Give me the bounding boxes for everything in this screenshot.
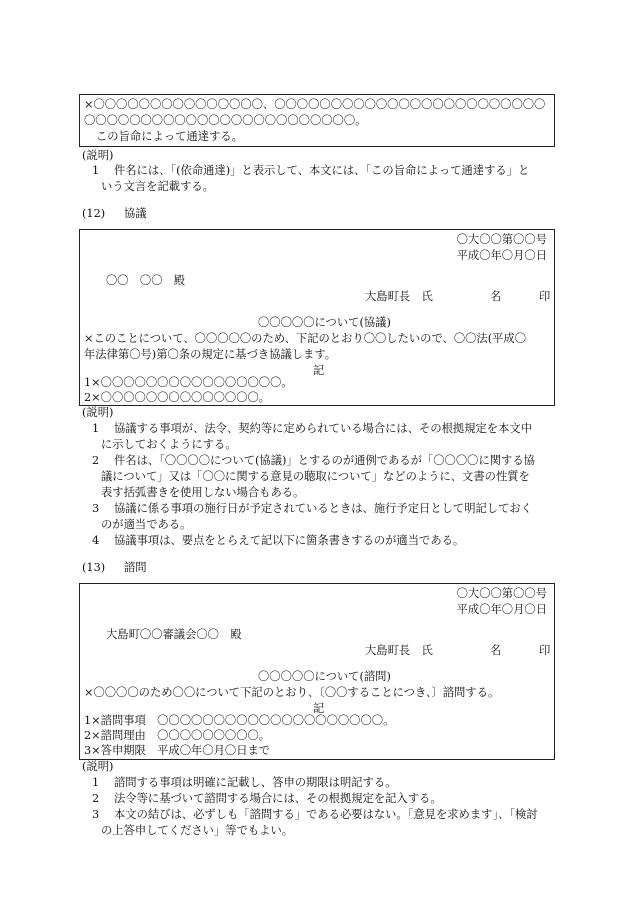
- subject: 〇〇〇〇〇について(協議): [258, 316, 391, 329]
- note-number: 4: [92, 534, 100, 547]
- seal: 印: [539, 644, 551, 657]
- note-text: 協議する事項が、法令、契約等に定められている場合には、その根拠規定を本文中: [114, 422, 532, 435]
- document-number: 〇大〇〇第〇〇号: [456, 233, 547, 246]
- ki-marker: 記: [313, 702, 325, 715]
- section-number: (13): [82, 561, 106, 574]
- notice-line-1: ×〇〇〇〇〇〇〇〇〇〇〇〇〇〇〇、〇〇〇〇〇〇〇〇〇〇〇〇〇〇〇〇〇〇〇〇〇〇〇〇: [84, 98, 546, 111]
- sender: 大島町長 氏: [365, 290, 433, 303]
- seal: 印: [539, 290, 551, 303]
- ki-marker: 記: [313, 364, 325, 377]
- consultation-letter-box: [79, 229, 555, 406]
- note-text: 件名には、「(依命通達)」と表示して、本文には、「この旨命によって通達する」と: [114, 164, 530, 177]
- note-text: 諮問する事項は明確に記載し、答申の期限は明記する。: [114, 776, 397, 789]
- body-line: 年法律第〇号)第〇条の規定に基づき協議します。: [84, 348, 337, 361]
- note-text: 協議に係る事項の施行日が予定されているときは、施行予定日として明記しておく: [114, 502, 532, 515]
- document-date: 平成〇年〇月〇日: [456, 603, 547, 616]
- addressee: 〇〇 〇〇 殿: [106, 274, 186, 287]
- note-text: 本文の結びは、必ずしも「諮問する」である必要はない。「意見を求めます」、「検討: [114, 808, 538, 821]
- section-number: (12): [82, 207, 106, 220]
- list-item: 3×答申期限 平成〇年〇月〇日まで: [84, 744, 271, 757]
- note-number: 3: [92, 808, 100, 821]
- sender-name: 名: [490, 290, 502, 303]
- note-text: 議について」又は「〇〇に関する意見の聴取について」などのように、文書の性質を: [101, 470, 530, 483]
- note-number: 3: [92, 502, 100, 515]
- document-date: 平成〇年〇月〇日: [456, 249, 547, 262]
- document-number: 〇大〇〇第〇〇号: [456, 587, 547, 600]
- note-text: 表す括弧書きを使用しない場合もある。: [101, 486, 305, 499]
- note-text: いう文言を記載する。: [101, 180, 214, 193]
- note-number: 1: [92, 164, 100, 177]
- body-line: ×このことについて、〇〇〇〇〇のため、下記のとおり〇〇したいので、〇〇法(平成〇: [84, 332, 527, 345]
- list-item: 2×〇〇〇〇〇〇〇〇〇〇〇〇〇〇。: [84, 391, 271, 404]
- note-number: 2: [92, 792, 100, 805]
- inquiry-letter-box: [79, 583, 555, 760]
- note-text: に示しておくようにする。: [101, 438, 237, 451]
- section-title: 諮問: [124, 561, 147, 574]
- section-title: 協議: [124, 207, 147, 220]
- note-text: の上答申してください」等でもよい。: [101, 824, 294, 837]
- note-text: のが適当である。: [101, 518, 192, 531]
- note-number: 2: [92, 454, 100, 467]
- notice-box: [79, 94, 555, 147]
- list-item: 2×諮問理由 〇〇〇〇〇〇〇〇〇。: [84, 729, 271, 742]
- sender-name: 名: [490, 644, 502, 657]
- note-text: 件名は、「〇〇〇〇について(協議)」とするのが通例であるが「〇〇〇〇に関する協: [114, 454, 535, 467]
- sender: 大島町長 氏: [365, 644, 433, 657]
- explanation-label: (説明): [82, 760, 114, 773]
- note-number: 1: [92, 776, 100, 789]
- note-number: 1: [92, 422, 100, 435]
- subject: 〇〇〇〇〇について(諮問): [258, 670, 391, 683]
- list-item: 1×〇〇〇〇〇〇〇〇〇〇〇〇〇〇〇〇。: [84, 376, 293, 389]
- body-line: ×〇〇〇〇のため〇〇について下記のとおり、〔〇〇することにつき、〕諮問する。: [84, 686, 500, 699]
- notice-line-3: この旨命によって通達する。: [96, 130, 243, 143]
- addressee: 大島町〇〇審議会〇〇 殿: [106, 628, 242, 641]
- note-text: 協議事項は、要点をとらえて記以下に箇条書きするのが適当である。: [114, 534, 465, 547]
- explanation-label: (説明): [82, 406, 114, 419]
- note-text: 法令等に基づいて諮問する場合には、その根拠規定を記入する。: [114, 792, 442, 805]
- explanation-label: (説明): [82, 149, 114, 162]
- list-item: 1×諮問事項 〇〇〇〇〇〇〇〇〇〇〇〇〇〇〇〇〇〇〇〇。: [84, 714, 395, 727]
- notice-line-2: 〇〇〇〇〇〇〇〇〇〇〇〇〇〇〇〇〇〇〇〇〇〇〇〇。: [84, 114, 367, 127]
